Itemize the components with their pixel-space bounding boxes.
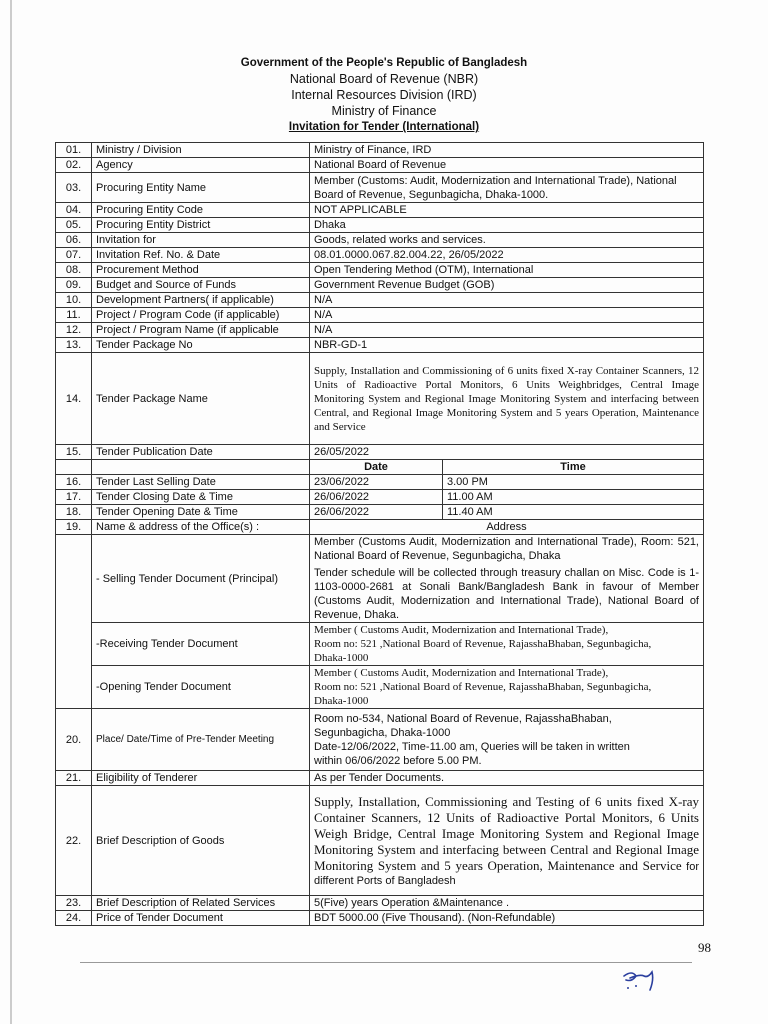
header-nbr: National Board of Revenue (NBR) xyxy=(289,72,479,86)
row-number: 08. xyxy=(56,263,92,278)
row-value: N/A xyxy=(310,308,704,323)
row-value: National Board of Revenue xyxy=(310,158,704,173)
header-government: Government of the People's Republic of Bangladesh xyxy=(240,57,528,69)
row-number: 17. xyxy=(56,490,92,505)
row-value: Member (Customs: Audit, Modernization and International Trade), National Board of Revenue, Segunbagicha, Dhaka-1000. xyxy=(310,173,704,203)
row-number: 22. xyxy=(56,786,92,896)
table-row xyxy=(56,248,704,263)
opening-label: -Opening Tender Document xyxy=(92,666,310,709)
row-label: Budget and Source of Funds xyxy=(92,278,310,293)
header-invitation-title: Invitation for Tender (International) xyxy=(288,121,480,133)
table-row xyxy=(56,786,704,896)
row-value: Government Revenue Budget (GOB) xyxy=(310,278,704,293)
row-number: 05. xyxy=(56,218,92,233)
table-row xyxy=(56,173,704,203)
row-value: Supply, Installation and Commissioning of 6 units fixed X-ray Container Scanners, 12 Units of Radioactive Portal Monitors, 6 Units Weighbridges, Central Image Monitoring System and Regional Image Monitoring System and interfacing between Central, and Regional Image Monitoring System and 5 years Operation, Maintenance and Service xyxy=(310,353,704,445)
date-column-header: Date xyxy=(310,460,443,475)
row-label: Place/ Date/Time of Pre-Tender Meeting xyxy=(92,709,310,771)
row-date: 26/06/2022 xyxy=(310,490,443,505)
table-row xyxy=(56,535,704,623)
row-number: 03. xyxy=(56,173,92,203)
row-number: 23. xyxy=(56,896,92,911)
header-ministry: Ministry of Finance xyxy=(331,104,437,118)
row-time: 11.40 AM xyxy=(443,505,704,520)
row-number: 14. xyxy=(56,353,92,445)
row-label: Name & address of the Office(s) : xyxy=(92,520,310,535)
table-row xyxy=(56,896,704,911)
row-label: Invitation Ref. No. & Date xyxy=(92,248,310,263)
selling-label: - Selling Tender Document (Principal) xyxy=(92,535,310,623)
row-value: N/A xyxy=(310,323,704,338)
row-label: Tender Closing Date & Time xyxy=(92,490,310,505)
row-number: 18. xyxy=(56,505,92,520)
receiving-label: -Receiving Tender Document xyxy=(92,623,310,666)
table-row xyxy=(56,771,704,786)
table-row xyxy=(56,233,704,248)
row-label: Agency xyxy=(92,158,310,173)
table-row xyxy=(56,338,704,353)
row-label: Tender Package Name xyxy=(92,353,310,445)
row-label: Ministry / Division xyxy=(92,143,310,158)
row-label: Price of Tender Document xyxy=(92,911,310,926)
table-row xyxy=(56,505,704,520)
receiving-address xyxy=(310,623,704,666)
row-number: 21. xyxy=(56,771,92,786)
row-number: 20. xyxy=(56,709,92,771)
row-number: 19. xyxy=(56,520,92,535)
row-value: Open Tendering Method (OTM), International xyxy=(310,263,704,278)
row-value: As per Tender Documents. xyxy=(310,771,704,786)
row-number: 07. xyxy=(56,248,92,263)
selling-address-office: Member (Customs Audit, Modernization and International Trade), Room: 521, National Board of Revenue, Segunbagicha, Dhaka xyxy=(314,536,699,562)
selling-address xyxy=(310,535,704,623)
table-row xyxy=(56,203,704,218)
row-label: Project / Program Name (if applicable xyxy=(92,323,310,338)
row-value: NBR-GD-1 xyxy=(310,338,704,353)
table-row xyxy=(56,158,704,173)
meeting-line: within 06/06/2022 before 5.00 PM. xyxy=(314,754,482,767)
goods-description-ports: for different Ports of Bangladesh xyxy=(314,860,699,887)
table-row xyxy=(56,143,704,158)
receiving-line: Dhaka-1000 xyxy=(314,652,369,664)
table-row xyxy=(56,293,704,308)
table-row xyxy=(56,460,704,475)
selling-challan-note: Tender schedule will be collected through treasury challan on Misc. Code is 1-1103-0000-2681 at Sonali Bank/Bangladesh Bank in favour of Member (Customs Audit, Modernization and International Trade), National Board of Revenue, Dhaka. xyxy=(314,567,699,621)
row-label: Tender Package No xyxy=(92,338,310,353)
address-header: Address xyxy=(310,520,704,535)
footer-rule xyxy=(80,962,692,963)
row-label: Tender Publication Date xyxy=(92,445,310,460)
row-label: Brief Description of Goods xyxy=(92,786,310,896)
row-date: 26/06/2022 xyxy=(310,505,443,520)
row-label: Brief Description of Related Services xyxy=(92,896,310,911)
scan-edge xyxy=(10,0,12,1024)
meeting-line: Date-12/06/2022, Time-11.00 am, Queries will be taken in written xyxy=(314,740,630,753)
row-label: Eligibility of Tenderer xyxy=(92,771,310,786)
table-row xyxy=(56,308,704,323)
table-row xyxy=(56,323,704,338)
row-number: 15. xyxy=(56,445,92,460)
row-number: 01. xyxy=(56,143,92,158)
row-label: Tender Opening Date & Time xyxy=(92,505,310,520)
meeting-line: Room no-534, National Board of Revenue, RajasshaBhaban, xyxy=(314,712,612,725)
page-number: 98 xyxy=(698,940,711,955)
receiving-line: Member ( Customs Audit, Modernization and International Trade), xyxy=(314,624,609,636)
row-label: Procuring Entity District xyxy=(92,218,310,233)
row-number: 10. xyxy=(56,293,92,308)
row-value: Dhaka xyxy=(310,218,704,233)
row-value: NOT APPLICABLE xyxy=(310,203,704,218)
receiving-line: Room no: 521 ,National Board of Revenue, RajasshaBhaban, Segunbagicha, xyxy=(314,638,652,650)
row-date: 23/06/2022 xyxy=(310,475,443,490)
row-number: 13. xyxy=(56,338,92,353)
row-value: 26/05/2022 xyxy=(310,445,704,460)
row-value: 08.01.0000.067.82.004.22, 26/05/2022 xyxy=(310,248,704,263)
row-number: 11. xyxy=(56,308,92,323)
row-time: 11.00 AM xyxy=(443,490,704,505)
row-value: Ministry of Finance, IRD xyxy=(310,143,704,158)
row-number: 06. xyxy=(56,233,92,248)
table-row xyxy=(56,911,704,926)
row-number: 02. xyxy=(56,158,92,173)
pre-tender-meeting-details xyxy=(310,709,704,771)
row-label: Tender Last Selling Date xyxy=(92,475,310,490)
signature-mark xyxy=(618,966,668,996)
row-value: BDT 5000.00 (Five Thousand). (Non-Refundable) xyxy=(310,911,704,926)
goods-description-text: Supply, Installation, Commissioning and Testing of 6 units fixed X-ray Container Scanners, 12 Units of Radioactive Portal Monitors, 6 Units Weigh Bridge, Central Image Monitoring System and Regional Image Monitoring System and interfacing between Central and Regional Image Monitoring System and 5 years Operation, Maintenance and Service xyxy=(314,793,699,873)
row-number: 09. xyxy=(56,278,92,293)
row-number: 04. xyxy=(56,203,92,218)
tender-table xyxy=(55,142,704,926)
table-row xyxy=(56,520,704,535)
table-row xyxy=(56,445,704,460)
row-time: 3.00 PM xyxy=(443,475,704,490)
row-label: Invitation for xyxy=(92,233,310,248)
table-row xyxy=(56,490,704,505)
row-label: Procurement Method xyxy=(92,263,310,278)
opening-line: Room no: 521 ,National Board of Revenue, RajasshaBhaban, Segunbagicha, xyxy=(314,681,652,693)
opening-line: Member ( Customs Audit, Modernization and International Trade), xyxy=(314,667,609,679)
table-row xyxy=(56,278,704,293)
opening-line: Dhaka-1000 xyxy=(314,695,369,707)
row-value: Goods, related works and services. xyxy=(310,233,704,248)
row-label: Procuring Entity Code xyxy=(92,203,310,218)
row-label: Project / Program Code (if applicable) xyxy=(92,308,310,323)
table-row xyxy=(56,666,704,709)
row-value: 5(Five) years Operation &Maintenance . xyxy=(310,896,704,911)
row-number: 24. xyxy=(56,911,92,926)
table-row xyxy=(56,263,704,278)
row-number: 16. xyxy=(56,475,92,490)
table-row xyxy=(56,475,704,490)
opening-address xyxy=(310,666,704,709)
meeting-line: Segunbagicha, Dhaka-1000 xyxy=(314,726,451,739)
table-row xyxy=(56,353,704,445)
header-ird: Internal Resources Division (IRD) xyxy=(291,88,477,102)
table-row xyxy=(56,218,704,233)
row-value: N/A xyxy=(310,293,704,308)
row-label: Procuring Entity Name xyxy=(92,173,310,203)
row-label: Development Partners( if applicable) xyxy=(92,293,310,308)
table-row xyxy=(56,623,704,666)
time-column-header: Time xyxy=(443,460,704,475)
goods-description xyxy=(310,786,704,896)
row-number: 12. xyxy=(56,323,92,338)
table-row xyxy=(56,709,704,771)
